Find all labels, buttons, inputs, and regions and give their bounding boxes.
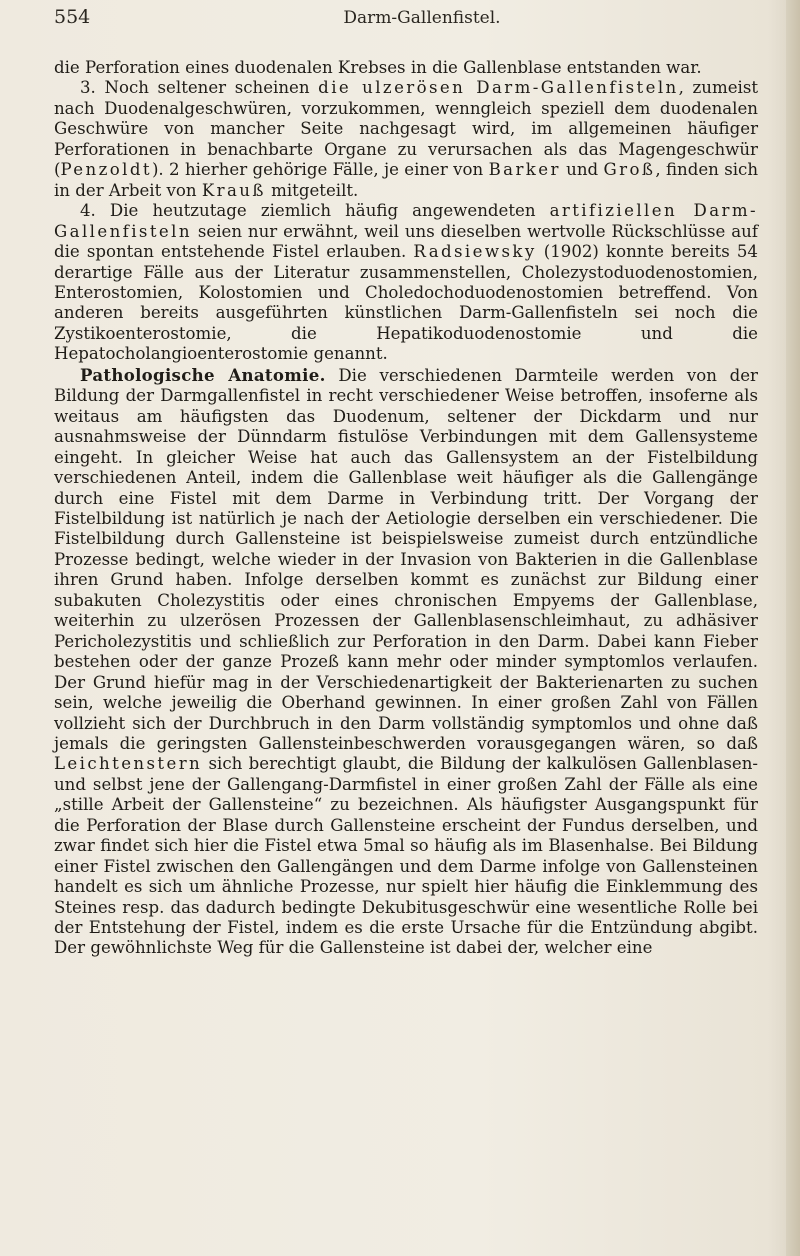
author-gross: Groß	[603, 160, 656, 180]
term-artificial-fistulas: artifiziellen Darm-Gallenfisteln	[54, 201, 758, 241]
paragraph-2: 3. Noch seltener scheinen die ulzerösen Darm-Gallenfisteln, zumeist nach Duodenalgeschwüren, vorzukommen, wenngleich speziell dem duodenalen Geschwüre von mancher Seite nachgesagt wird, im allgemeinen häufiger Perforationen in benachbarte Organe zu verursachen als das Magengeschwür (Penzoldt). 2 hierher gehörige Fälle, je einer von Barker und Groß, finden sich in der Arbeit von Krauß mitgeteilt.	[54, 78, 759, 200]
author-penzoldt: Penzoldt	[60, 160, 152, 180]
paragraph-1: die Perforation eines duodenalen Krebses in die Gallenblase entstanden war.	[54, 58, 702, 77]
page-number: 554	[54, 6, 91, 28]
section-heading-pathology: Pathologische Anatomie.	[80, 364, 326, 385]
author-radsiewsky: Radsiewsky	[413, 242, 537, 262]
author-krauss: Krauß	[201, 180, 266, 200]
author-leichtenstern: Leichtenstern	[54, 754, 203, 774]
author-barker: Barker	[488, 160, 561, 180]
paragraph-3: 4. Die heutzutage ziemlich häufig angewendeten artifiziellen Darm-Gallenfisteln seien nur erwähnt, weil uns dieselben wertvolle Rückschlüsse auf die spontan entstehende Fistel erlauben. Radsiewsky (1902) konnte bereits 54 derartige Fälle aus der Literatur zusammenstellen, Cholezystoduodenostomien, Enterostomien, Kolostomien und Choledochoduodenostomien betreffend. Von anderen bereits ausgeführten künstlichen Darm-Gallenfisteln sei noch die Zystikoenterostomie, die Hepatikoduodenostomie und die Hepatocholangioenterostomie genannt.	[54, 201, 758, 364]
page-edge	[786, 0, 800, 1256]
body-text	[54, 58, 758, 959]
page-header	[54, 6, 760, 34]
running-title: Darm-Gallenfistel.	[343, 8, 501, 28]
term-ulcerous-fistulas: die ulzerösen Darm-Gallenfisteln	[318, 78, 679, 98]
paragraph-4: Pathologische Anatomie. Die verschiedenen Darmteile werden von der Bildung der Darmgallenfistel in recht verschiedener Weise betroffen, insoferne als weitaus am häufigsten das Duodenum, seltener der Dickdarm und nur ausnahmsweise der Dünndarm fistulöse Verbindungen mit dem Gallensysteme eingeht. In gleicher Weise hat auch das Gallensystem an der Fistelbildung verschiedenen Anteil, indem die Gallenblase weit häufiger als die Gallengänge durch eine Fistel mit dem Darme in Verbindung tritt. Der Vorgang der Fistelbildung ist natürlich je nach der Aetiologie derselben ein verschiedener. Die Fistelbildung durch Gallensteine ist beispielsweise zumeist durch entzündliche Prozesse bedingt, welche wieder in der Invasion von Bakterien in die Gallenblase ihren Grund haben. Infolge derselben kommt es zunächst zur Bildung einer subakuten Cholezystitis oder eines chronischen Empyems der Gallenblase, weiterhin zu ulzerösen Prozessen der Gallenblasenschleimhaut, zu adhäsiver Pericholezystitis und schließlich zur Perforation in den Darm. Dabei kann Fieber bestehen oder der ganze Prozeß kann mehr oder minder symptomlos verlaufen. Der Grund hiefür mag in der Verschiedenartigkeit der Bakterienarten zu suchen sein, welche jeweilig die Oberhand gewinnen. In einer großen Zahl von Fällen vollzieht sich der Durchbruch in den Darm vollständig symptomlos und ohne daß jemals die geringsten Gallensteinbeschwerden vorausgegangen wären, so daß Leichtenstern sich berechtigt glaubt, die Bildung der kalkulösen Gallenblasen- und selbst jene der Gallengang-Darmfistel in einer großen Zahl der Fälle als eine „stille Arbeit der Gallensteine“ zu bezeichnen. Als häufigster Ausgangspunkt für die Perforation der Blase durch Gallensteine erscheint der Fundus derselben, und zwar findet sich hier die Fistel etwa 5mal so häufig als im Blasenhalse. Bei Bildung einer Fistel zwischen den Gallengängen und dem Darme infolge von Gallensteinen handelt es sich um ähnliche Prozesse, nur spielt hier häufig die Einklemmung des Steines resp. das dadurch bedingte Dekubitusgeschwür eine wesentliche Rolle bei der Entstehung der Fistel, indem es die erste Ursache für die Entzündung abgibt. Der gewöhnlichste Weg für die Gallensteine ist dabei der, welcher eine	[54, 364, 758, 958]
